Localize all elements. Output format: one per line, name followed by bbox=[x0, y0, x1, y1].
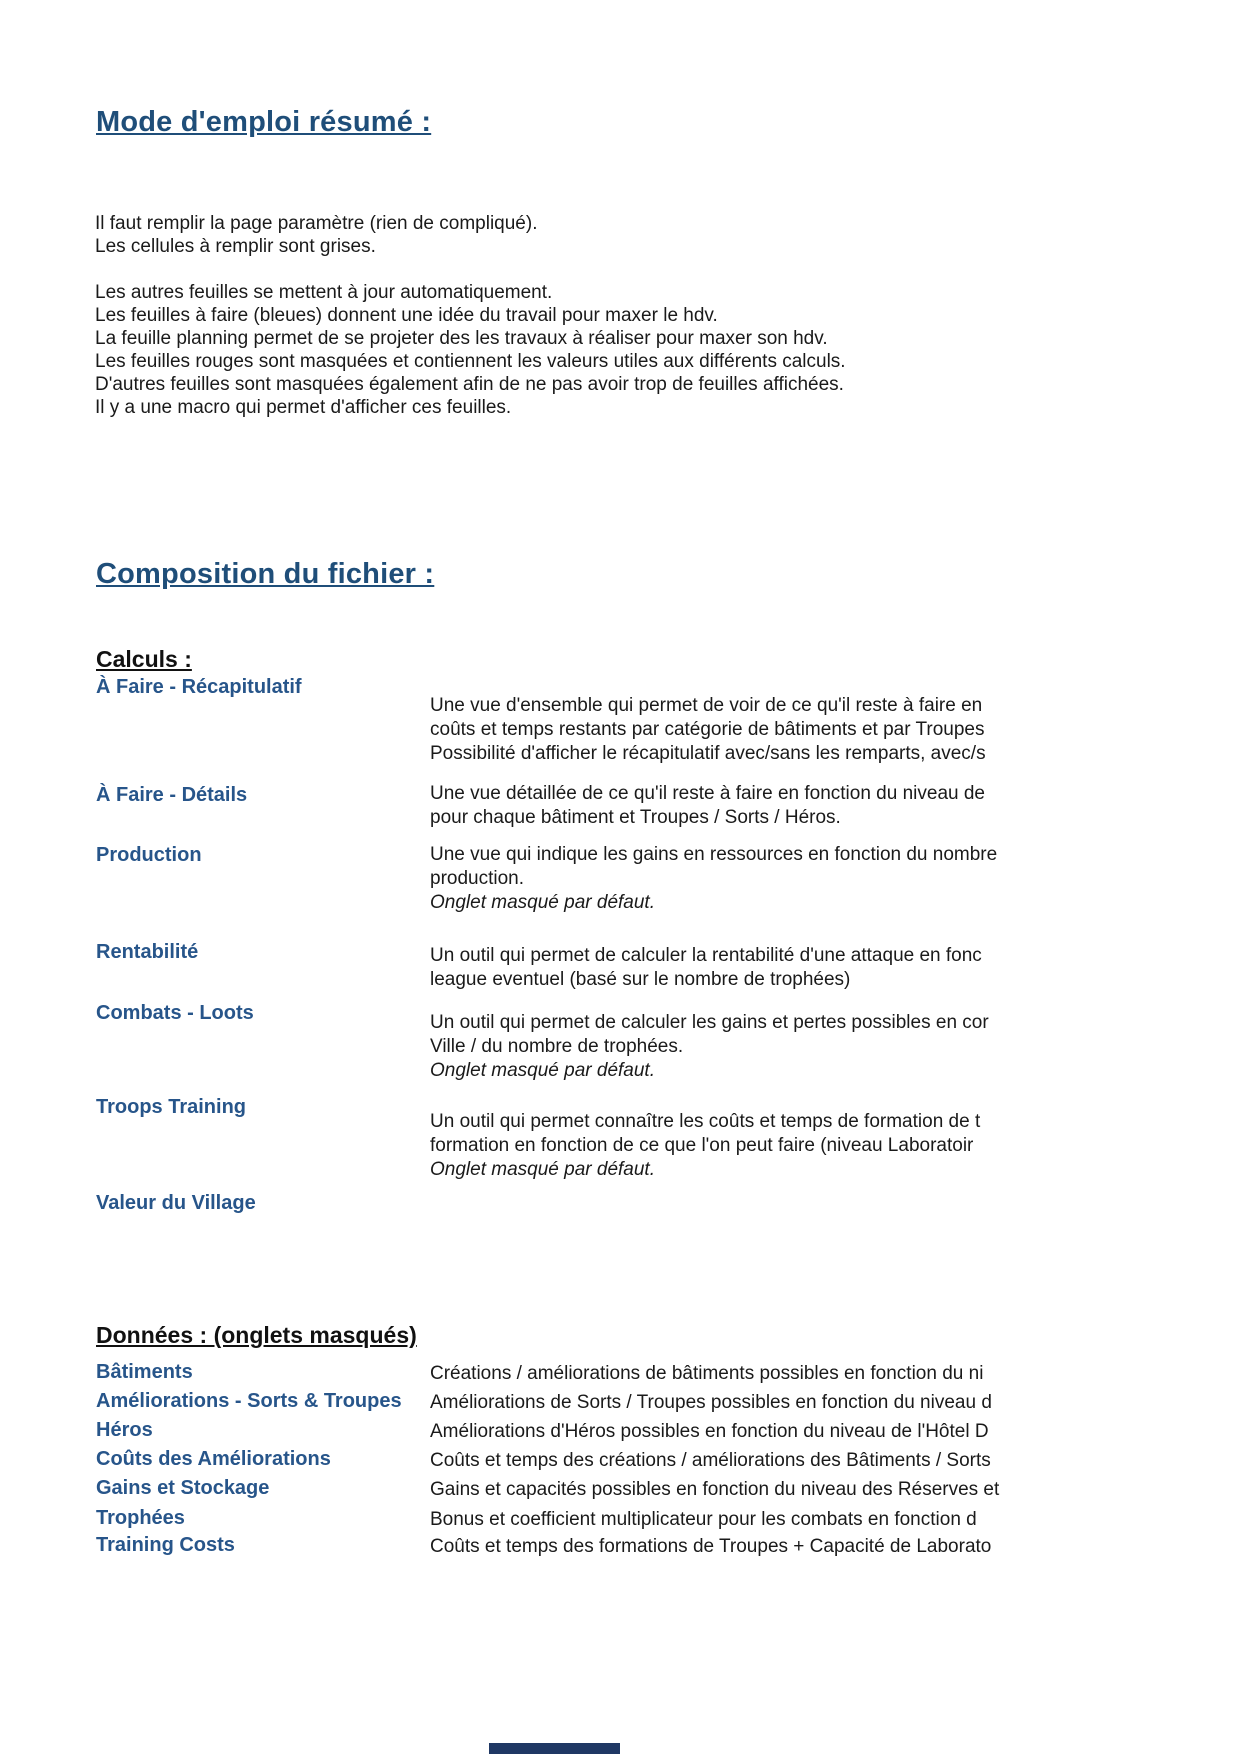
sheet-description bbox=[430, 1449, 1235, 1473]
description-line: Ville / du nombre de trophées. bbox=[430, 1036, 684, 1057]
sheet-description bbox=[430, 1535, 1235, 1559]
sheet-description bbox=[430, 1478, 1235, 1502]
sheet-description bbox=[430, 782, 1235, 830]
calculs-heading: Calculs : bbox=[96, 646, 192, 672]
sheet-description bbox=[430, 1011, 1235, 1083]
intro-line: Les feuilles rouges sont masquées et contiennent les valeurs utiles aux différents calculs. bbox=[95, 351, 846, 372]
donnees-heading: Données : (onglets masqués) bbox=[96, 1322, 417, 1348]
description-line: coûts et temps restants par catégorie de bâtiments et par Troupes bbox=[430, 719, 985, 740]
sheet-description bbox=[430, 944, 1235, 992]
sheet-label-batiments: Bâtiments bbox=[96, 1361, 193, 1383]
description-line: Un outil qui permet de calculer la rentabilité d'une attaque en fonc bbox=[430, 945, 982, 966]
sheet-label-couts-des-ameliorations: Coûts des Améliorations bbox=[96, 1448, 331, 1470]
description-line: Possibilité d'afficher le récapitulatif avec/sans les remparts, avec/s bbox=[430, 743, 986, 764]
sheet-label-production: Production bbox=[96, 844, 202, 866]
sheet-label-training-costs: Training Costs bbox=[96, 1534, 235, 1556]
sheet-label-heros: Héros bbox=[96, 1419, 153, 1441]
next-page-partial-element bbox=[489, 1743, 620, 1754]
page-title: Mode d'emploi résumé : bbox=[96, 106, 432, 138]
description-line: Coûts et temps des formations de Troupes + Capacité de Laborato bbox=[430, 1536, 992, 1557]
sheet-description bbox=[430, 694, 1235, 766]
sheet-description bbox=[430, 1110, 1235, 1182]
description-line: Bonus et coefficient multiplicateur pour les combats en fonction d bbox=[430, 1509, 977, 1530]
description-line: Un outil qui permet de calculer les gains et pertes possibles en cor bbox=[430, 1012, 989, 1033]
hidden-tab-note: Onglet masqué par défaut. bbox=[430, 1159, 655, 1180]
sheet-description bbox=[430, 1508, 1235, 1532]
hidden-tab-note: Onglet masqué par défaut. bbox=[430, 892, 655, 913]
intro-line: Les cellules à remplir sont grises. bbox=[95, 236, 376, 257]
sheet-label-rentabilite: Rentabilité bbox=[96, 941, 199, 963]
sheet-description bbox=[430, 843, 1235, 915]
hidden-tab-note: Onglet masqué par défaut. bbox=[430, 1060, 655, 1081]
sheet-label-troops-training: Troops Training bbox=[96, 1096, 247, 1118]
description-line: pour chaque bâtiment et Troupes / Sorts / Héros. bbox=[430, 807, 841, 828]
sheet-description bbox=[430, 1362, 1235, 1386]
description-line: Améliorations d'Héros possibles en fonction du niveau de l'Hôtel D bbox=[430, 1421, 989, 1442]
intro-line: Il faut remplir la page paramètre (rien de compliqué). bbox=[95, 213, 538, 234]
sheet-label-a-faire-recapitulatif: À Faire - Récapitulatif bbox=[96, 676, 302, 698]
sheet-label-a-faire-details: À Faire - Détails bbox=[96, 784, 248, 806]
intro-line: La feuille planning permet de se projeter des les travaux à réaliser pour maxer son hdv. bbox=[95, 328, 828, 349]
sheet-label-ameliorations-sorts-troupes: Améliorations - Sorts & Troupes bbox=[96, 1390, 402, 1412]
description-line: Une vue détaillée de ce qu'il reste à faire en fonction du niveau de bbox=[430, 783, 985, 804]
sheet-description bbox=[430, 1420, 1235, 1444]
intro-line: Il y a une macro qui permet d'afficher ces feuilles. bbox=[95, 397, 512, 418]
description-line: production. bbox=[430, 868, 525, 889]
intro-line: D'autres feuilles sont masquées également afin de ne pas avoir trop de feuilles affichées. bbox=[95, 374, 844, 395]
description-line: Une vue qui indique les gains en ressources en fonction du nombre bbox=[430, 844, 998, 865]
description-line: league eventuel (basé sur le nombre de trophées) bbox=[430, 969, 851, 990]
description-line: Coûts et temps des créations / améliorations des Bâtiments / Sorts bbox=[430, 1450, 991, 1471]
sheet-label-gains-et-stockage: Gains et Stockage bbox=[96, 1477, 270, 1499]
description-line: Un outil qui permet connaître les coûts et temps de formation de t bbox=[430, 1111, 981, 1132]
intro-paragraph-2 bbox=[95, 281, 846, 419]
description-line: Gains et capacités possibles en fonction du niveau des Réserves et bbox=[430, 1479, 1000, 1500]
sheet-label-trophees: Trophées bbox=[96, 1507, 185, 1529]
description-line: Une vue d'ensemble qui permet de voir de ce qu'il reste à faire en bbox=[430, 695, 983, 716]
description-line: Créations / améliorations de bâtiments possibles en fonction du ni bbox=[430, 1363, 984, 1384]
sheet-label-combats-loots: Combats - Loots bbox=[96, 1002, 254, 1024]
intro-paragraph-1 bbox=[95, 212, 537, 258]
description-line: formation en fonction de ce que l'on peut faire (niveau Laboratoir bbox=[430, 1135, 974, 1156]
sheet-description bbox=[430, 1391, 1235, 1415]
intro-line: Les autres feuilles se mettent à jour automatiquement. bbox=[95, 282, 553, 303]
description-line: Améliorations de Sorts / Troupes possibles en fonction du niveau d bbox=[430, 1392, 992, 1413]
intro-line: Les feuilles à faire (bleues) donnent une idée du travail pour maxer le hdv. bbox=[95, 305, 718, 326]
composition-heading: Composition du fichier : bbox=[96, 558, 435, 590]
sheet-label-valeur-du-village: Valeur du Village bbox=[96, 1192, 256, 1214]
